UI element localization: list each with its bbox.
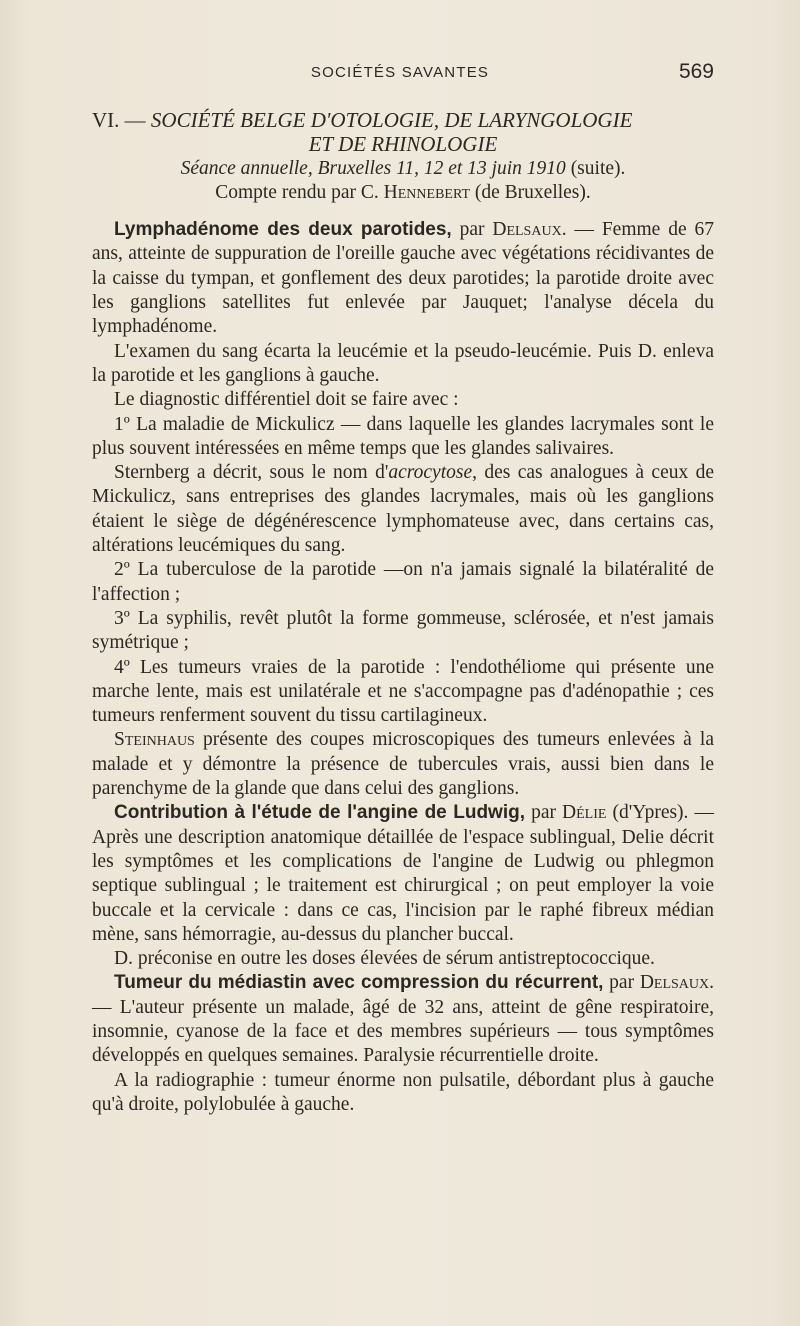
report-prefix: Compte rendu par C. <box>215 181 384 203</box>
report-author: Hennebert <box>383 181 471 203</box>
article2-intro-text: — Après une description anatomique détaillée de l'espace sublingual, Delie décrit les symptômes et les complications de l'angine de Ludwig ou phlegmon septique sublingual ; le traitement est chirurgical ; on peut employer la voie buccale et la cervicale : dans ce cas, l'incision par le raphé fibreux médian mène, sans hémorragie, au-dessus du plancher buccal. <box>92 802 715 945</box>
page-number: 569 <box>678 60 714 83</box>
article3-intro <box>92 971 714 1068</box>
running-header <box>0 60 800 90</box>
section-title-line2: ET DE RHINOLOGIE <box>308 132 498 157</box>
article2-by: par <box>525 802 563 824</box>
article1-paragraph: 4º Les tumeurs vraies de la parotide : l'endothéliome qui présente une marche lente, mais est unilatérale et ne s'accompagne pas d'adénopathie ; ces tumeurs renferment souvent du tissu cartilagineux. <box>92 656 714 727</box>
article1-paragraph: L'examen du sang écarta la leucémie et la pseudo-leucémie. Puis D. enleva la parotide et les ganglions à gauche. <box>92 340 714 386</box>
report-suffix: (de Bruxelles). <box>470 181 591 203</box>
article1-intro-text: . — Femme de 67 ans, atteinte de suppuration de l'oreille gauche avec végétations récidivantes de la caisse du tympan, et gonflement des deux parotides; la parotide droite avec les ganglions satellites fut enlevée par Jauquet; l'analyse décela du lymphadénome. <box>92 219 714 338</box>
article2-title: Contribution à l'étude de l'angine de Ludwig, <box>114 802 525 824</box>
term-acrocytose: acrocytose <box>388 462 473 484</box>
article1-paragraph <box>92 461 714 558</box>
article2-paragraph: D. préconise en outre les doses élevées de sérum antistreptococcique. <box>114 948 655 970</box>
article1-paragraph: Le diagnostic différentiel doit se faire avec : <box>114 389 459 411</box>
article2-place: (d'Ypres). <box>606 802 689 824</box>
article1-title: Lymphadénome des deux parotides, <box>114 219 452 241</box>
article3-title: Tumeur du médiastin avec compression du récurrent, <box>114 972 604 994</box>
text-run: présente des coupes microscopiques des tumeurs enlevées à la malade et y démontre la présence de tubercules vrais, aussi bien dans le parenchyme de la glande que dans celui des ganglions. <box>92 729 714 800</box>
text-run: , des cas analogues à ceux de Mickulicz, sans entreprises des glandes lacrymales, mais où les ganglions étaient le siège de dégénérescence lymphomateuse avec, dans certains cas, altérations leucémiques du sang. <box>92 462 715 557</box>
section-number: VI. — <box>92 108 146 132</box>
article3-paragraph: A la radiographie : tumeur énorme non pulsatile, débordant plus à gauche qu'à droite, polylobulée à gauche. <box>92 1069 714 1115</box>
article3-by: par <box>603 972 640 994</box>
article3-author: Delsaux <box>639 972 710 994</box>
session-dates: Séance annuelle, Bruxelles 11, 12 et 13 juin 1910 <box>180 157 566 179</box>
page-body <box>92 108 714 1117</box>
session-info <box>92 157 714 206</box>
article1-paragraph: 2º La tuberculose de la parotide —on n'a jamais signalé la bilatéralité de l'affection ; <box>92 559 714 605</box>
running-title: SOCIÉTÉS SAVANTES <box>310 64 490 81</box>
article1-paragraph: 3º La syphilis, revêt plutôt la forme gommeuse, sclérosée, et n'est jamais symétrique ; <box>92 607 714 654</box>
article2-intro <box>92 801 714 947</box>
article1-author: Delsaux <box>492 219 562 241</box>
article3-intro-text: . — L'auteur présente un malade, âgé de 32 ans, atteint de gêne respiratoire, insomnie, cyanose de la face et des membres supérieurs — tous symptômes développés en quelques semaines. Paralysie récurrentielle droite. <box>92 972 714 1067</box>
article2-author: Délie <box>562 802 607 824</box>
author-steinhaus: Steinhaus <box>114 729 195 751</box>
article1-by: par <box>451 219 493 241</box>
article1-intro <box>92 218 714 339</box>
text-run: Sternberg a décrit, sous le nom d' <box>114 462 389 484</box>
session-suite: (suite). <box>565 157 626 179</box>
article1-paragraph <box>92 728 714 801</box>
article1-paragraph: 1º La maladie de Mickulicz — dans laquelle les glandes lacrymales sont le plus souvent intéressées en même temps que les glandes salivaires. <box>92 413 714 459</box>
section-title-line1: SOCIÉTÉ BELGE D'OTOLOGIE, DE LARYNGOLOGIE <box>150 108 633 132</box>
section-heading <box>92 108 714 157</box>
